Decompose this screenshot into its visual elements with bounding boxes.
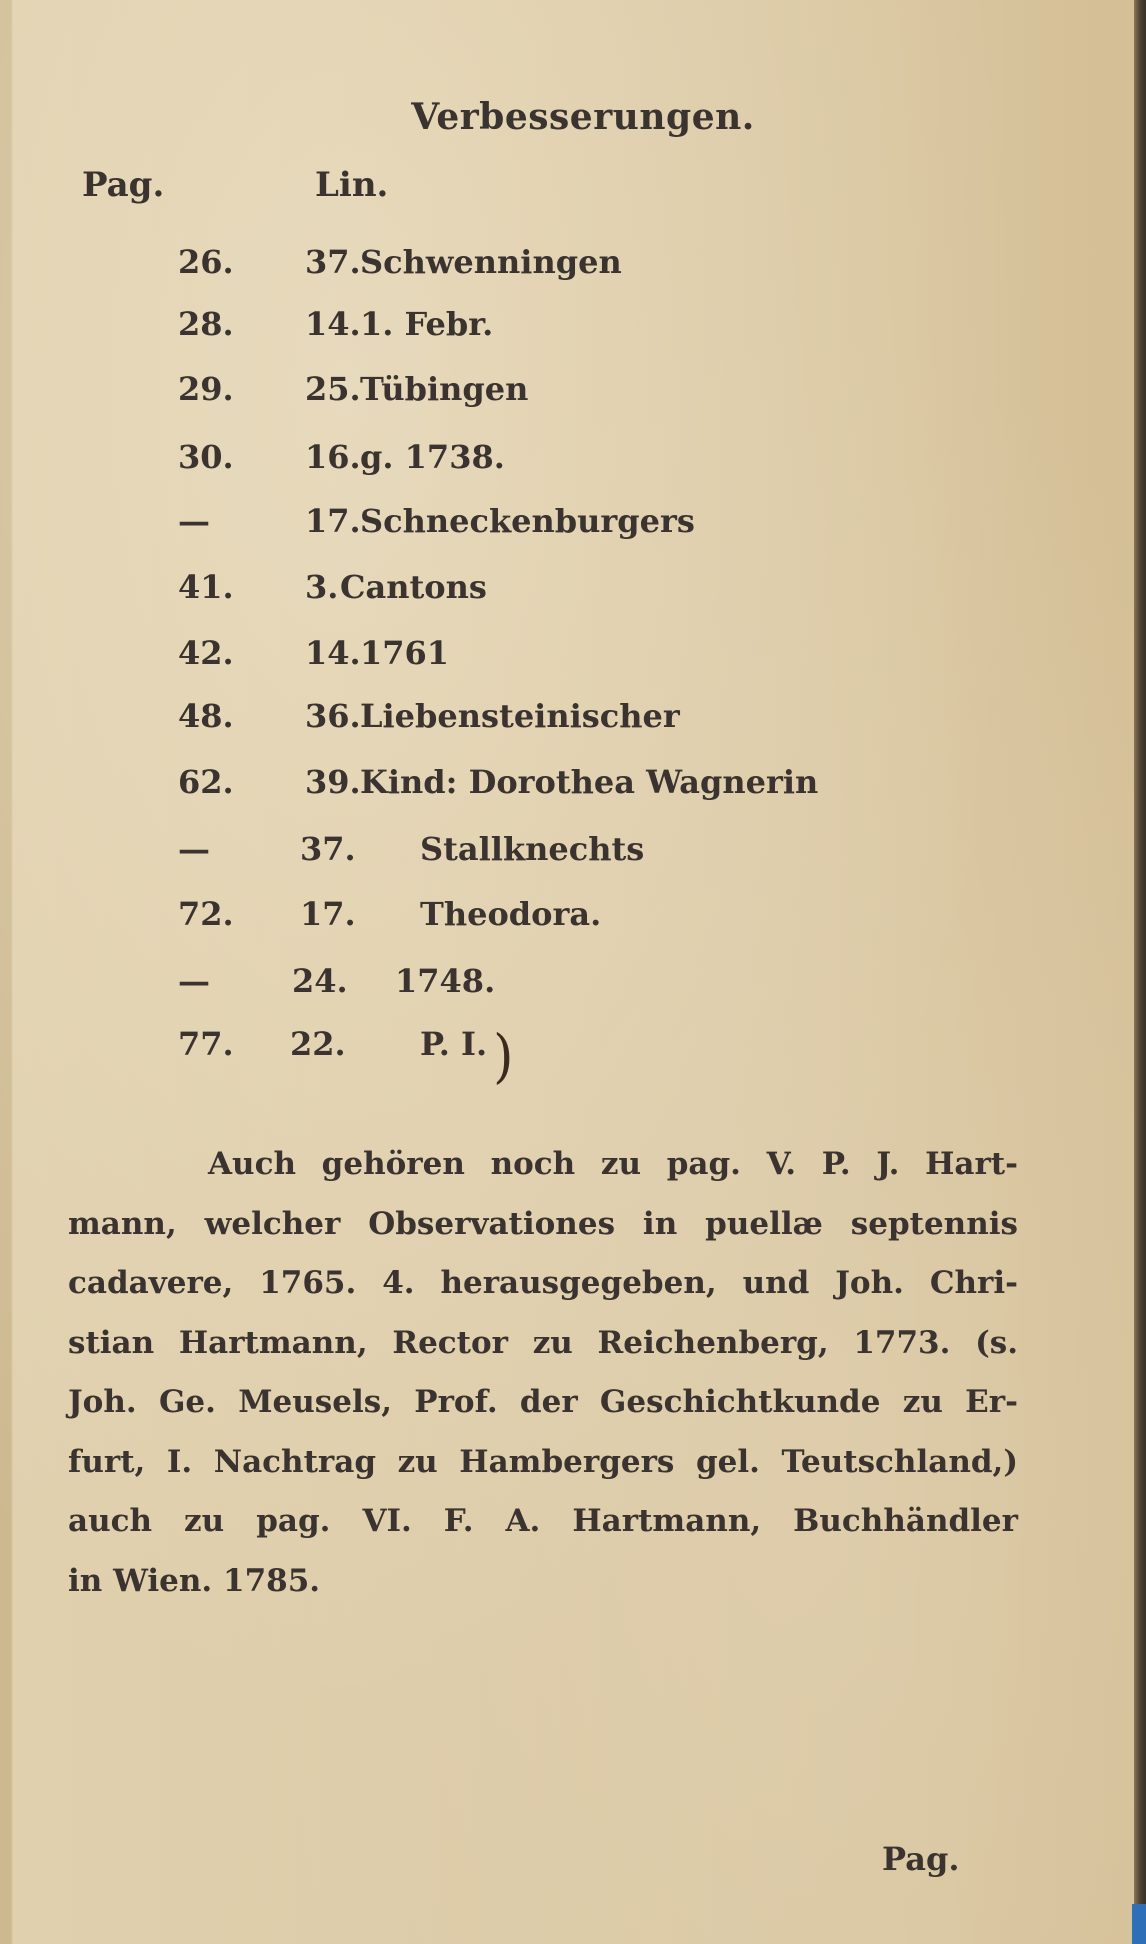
column-header-line: Lin.	[315, 165, 389, 205]
paragraph-line: auch zu pag. VI. F. A. Hartmann, Buchhändler	[68, 1503, 1018, 1539]
correction-text: g. 1738.	[360, 438, 505, 476]
page-number: 72.	[178, 895, 234, 933]
page-number: —	[178, 502, 210, 540]
line-number: 37.	[300, 830, 356, 868]
line-number: 17.	[305, 502, 361, 540]
handwritten-bracket-mark: )	[493, 1022, 514, 1090]
line-number: 37.	[305, 243, 361, 281]
page-number: 30.	[178, 438, 234, 476]
page-number: 41.	[178, 568, 234, 606]
page-number: 28.	[178, 305, 234, 343]
page-number: 42.	[178, 634, 234, 672]
page-number: 29.	[178, 370, 234, 408]
correction-text: Stallknechts	[420, 830, 645, 868]
correction-text: 1761	[360, 634, 450, 672]
line-number: 14.	[305, 634, 361, 672]
catchword: Pag.	[882, 1840, 960, 1878]
correction-text: Tübingen	[360, 370, 529, 408]
line-number: 14.	[305, 305, 361, 343]
correction-text: Theodora.	[420, 895, 602, 933]
correction-text: 1748.	[395, 962, 496, 1000]
paragraph-line: mann, welcher Observationes in puellæ septennis	[68, 1205, 1018, 1242]
line-number: 22.	[290, 1025, 346, 1063]
paragraph-line: Joh. Ge. Meusels, Prof. der Geschichtkunde zu Er-	[68, 1384, 1018, 1420]
page-number: —	[178, 962, 210, 1000]
correction-text: Schneckenburgers	[360, 502, 695, 540]
page-number: 48.	[178, 697, 234, 735]
paragraph-line: Auch gehören noch zu pag. V. P. J. Hart-	[208, 1146, 1018, 1182]
book-binding-edge	[1134, 0, 1146, 1944]
correction-text: Liebensteinischer	[360, 697, 680, 735]
line-number: 24.	[292, 962, 348, 1000]
paragraph-line: stian Hartmann, Rector zu Reichenberg, 1773. (s.	[68, 1324, 1018, 1361]
paragraph-line: furt, I. Nachtrag zu Hambergers gel. Teutschland,)	[68, 1443, 1018, 1480]
correction-text: Schwenningen	[360, 243, 622, 281]
addendum-paragraph	[68, 1135, 1018, 1611]
correction-text: 1. Febr.	[360, 305, 494, 343]
page-number: —	[178, 830, 210, 868]
line-number: 3.	[305, 568, 339, 606]
correction-text: Cantons	[340, 568, 487, 606]
line-number: 36.	[305, 697, 361, 735]
line-number: 25.	[305, 370, 361, 408]
line-number: 39.	[305, 763, 361, 801]
line-number: 16.	[305, 438, 361, 476]
correction-text: P. I.	[420, 1025, 488, 1063]
page-number: 26.	[178, 243, 234, 281]
line-number: 17.	[300, 895, 356, 933]
paragraph-line: in Wien. 1785.	[68, 1562, 321, 1599]
correction-text: Kind: Dorothea Wagnerin	[360, 763, 819, 801]
paragraph-line: cadavere, 1765. 4. herausgegeben, und Joh. Chri-	[68, 1265, 1018, 1301]
page-title: Verbesserungen.	[411, 96, 755, 138]
page-number: 77.	[178, 1025, 234, 1063]
page-number: 62.	[178, 763, 234, 801]
background-corner	[1132, 1904, 1146, 1944]
column-header-page: Pag.	[82, 165, 165, 205]
